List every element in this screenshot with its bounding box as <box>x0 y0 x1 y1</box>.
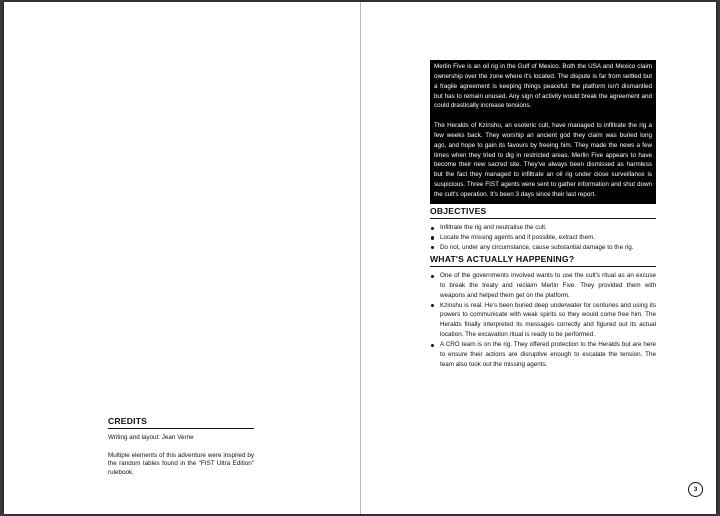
credits-writing-line: Writing and layout: Jean Verne <box>108 434 194 441</box>
list-item: A CRO team is on the rig. They offered protection to the Heralds but are here to ensure their actions are disruptive enough to escalate the tension. The team also took out the missing agents. <box>430 340 656 370</box>
intro-paragraph-1: Merlin Five is an oil rig in the Gulf of Mexico. Both the USA and Mexico claim ownership over the zone where it's located. The dispute is far from settled but a fragile agreement is keeping things peaceful: the platform isn't dismantled but has to remain unused. Any sign of activity would break the agreement and could drastically increase tensions. <box>434 63 652 110</box>
bullet-icon <box>431 227 434 230</box>
list-item: Kzinshu is real. He's been buried deep underwater for centuries and using its powers to communicate with weak spirits so they would come free him. The Heralds finally interpreted its messages correctly and figured out its actual location. The excavation ritual is ready to be performed. <box>430 301 656 340</box>
page-number: 3 <box>688 482 703 497</box>
credits-section <box>108 416 254 477</box>
list-item: Do not, under any circumstance, cause substantial damage to the rig. <box>430 243 656 253</box>
bullet-icon <box>431 236 434 239</box>
left-page <box>4 2 360 514</box>
happening-heading: WHAT'S ACTUALLY HAPPENING? <box>430 254 656 267</box>
book-spread <box>4 2 716 514</box>
objectives-section <box>430 206 656 253</box>
list-item: Infiltrate the rig and neutralise the cult. <box>430 223 656 233</box>
list-item: Locate the missing agents and if possible, extract them. <box>430 233 656 243</box>
objectives-heading: OBJECTIVES <box>430 206 656 219</box>
happening-section <box>430 254 656 369</box>
bullet-icon <box>431 246 434 249</box>
happening-list <box>430 271 656 369</box>
right-page <box>361 2 716 514</box>
objectives-list <box>430 223 656 253</box>
bullet-icon <box>431 275 434 278</box>
bullet-icon <box>431 344 434 347</box>
bullet-icon <box>431 304 434 307</box>
intro-paragraph-2: The Heralds of Kzinshu, an esoteric cult, have managed to infiltrate the rig a few weeks back. They worship an ancient god they claim was buried long ago, and hope to gain its favours by freeing him. They made the news a few times when they tried to dig in restricted areas. Merlin Five appears to have become their new sacred site. They've always been dismissed as harmless but the fact they managed to infiltrate an oil rig under close surveillance is suspicious. Three FIST agents were sent to gather information and shut down the cult's operation. It's been 3 days since their last report. <box>434 122 652 199</box>
intro-box <box>430 60 656 204</box>
list-item: One of the governments involved wants to use the cult's ritual as an excuse to break the treaty and reclaim Merlin Five. They provided them with weapons and helped them get on the platform. <box>430 271 656 301</box>
credits-heading: CREDITS <box>108 416 254 429</box>
credits-inspiration-line: Multiple elements of this adventure were inspired by the random tables found in the "FIST Ultra Edition" rulebook. <box>108 451 254 476</box>
